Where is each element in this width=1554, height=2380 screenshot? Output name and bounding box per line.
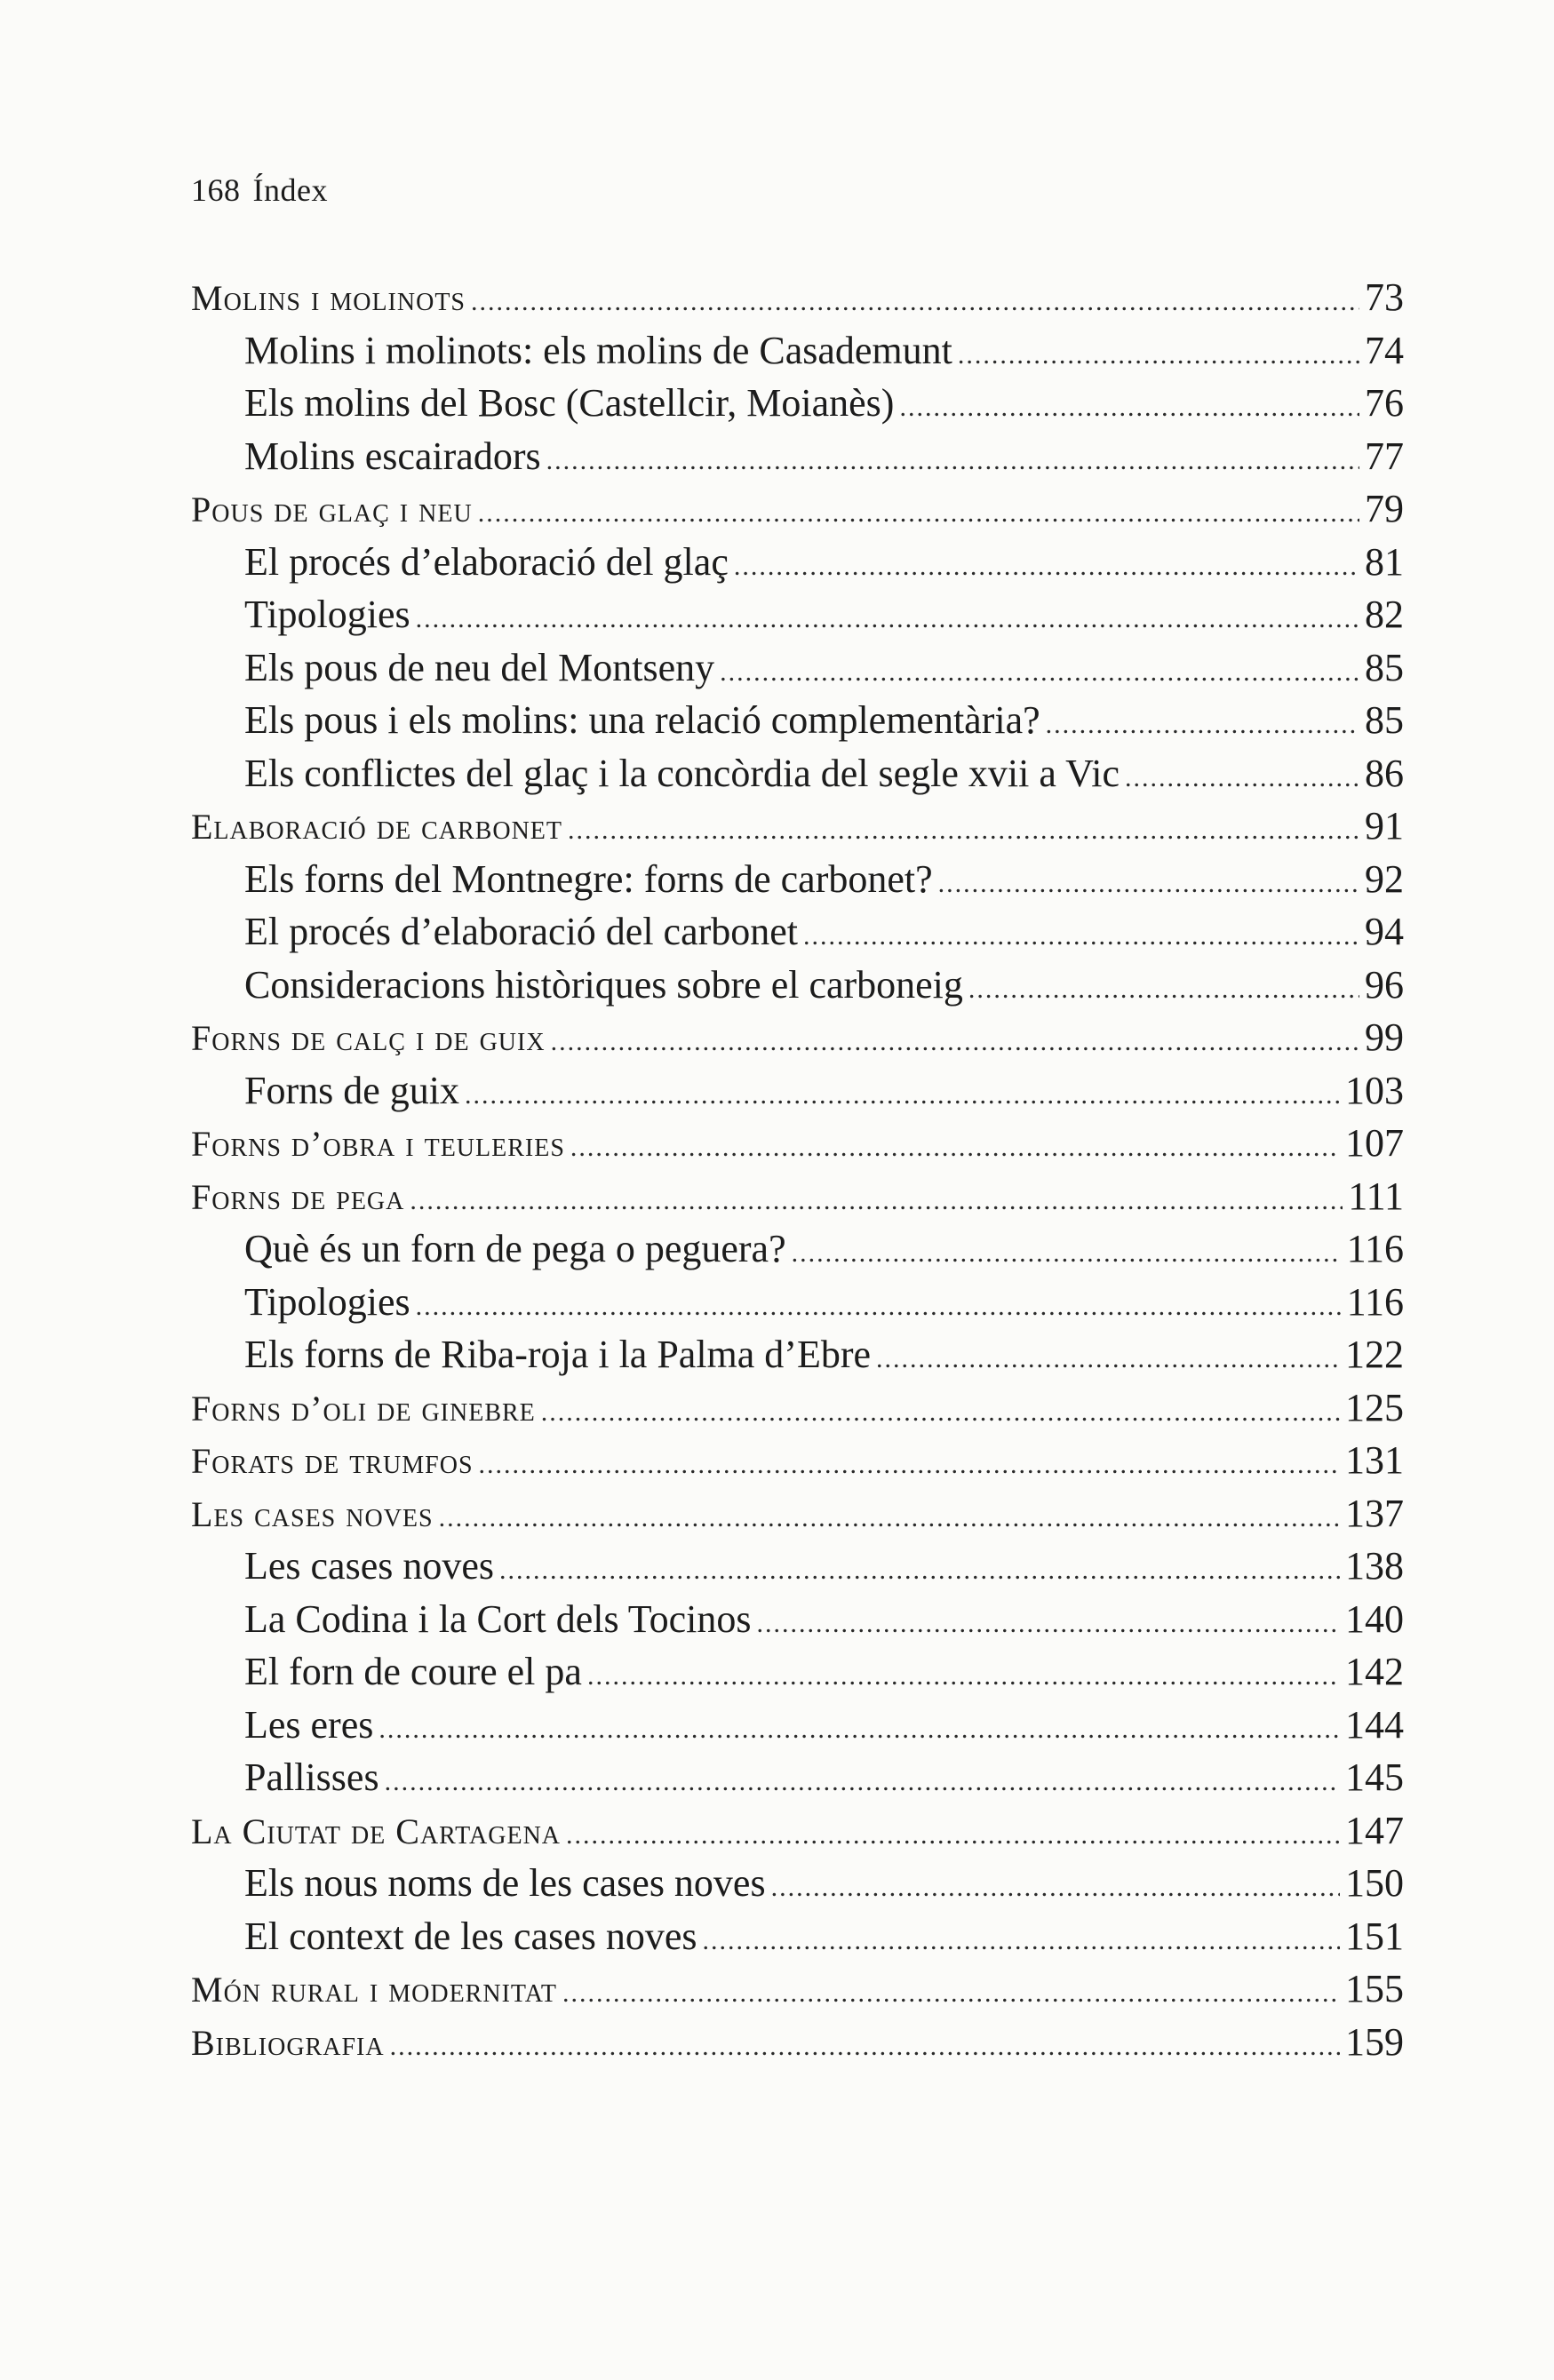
entry-page-number: 85 [1365, 698, 1404, 742]
toc-section-entry [191, 1857, 1404, 1910]
dot-leader [385, 1755, 1340, 1809]
entry-page-number: 96 [1365, 962, 1404, 1007]
entry-title: Els molins del Bosc (Castellcir, Moianès) [244, 381, 895, 425]
dot-leader [551, 1015, 1359, 1069]
entry-page-number: 150 [1345, 1861, 1404, 1905]
dot-leader [566, 1809, 1340, 1862]
dot-leader [379, 1703, 1340, 1756]
dot-leader [570, 1121, 1340, 1174]
entry-title: Els conflictes del glaç i la concòrdia del segle xvii a Vic [244, 751, 1120, 795]
entry-title: Forns d’obra i teuleries [191, 1124, 565, 1164]
toc-section-entry [191, 1910, 1404, 1963]
dot-leader [792, 1227, 1342, 1280]
toc-chapter-entry [191, 2016, 1404, 2069]
entry-title: El procés d’elaboració del carbonet [244, 910, 799, 953]
entry-title: Molins escairadors [244, 434, 541, 478]
toc-section-entry [191, 1593, 1404, 1646]
entry-page-number: 151 [1345, 1914, 1404, 1958]
entry-title: El context de les cases noves [244, 1914, 697, 1958]
entry-page-number: 142 [1345, 1650, 1404, 1693]
toc-section-entry [191, 1064, 1404, 1118]
entry-title: Forns d’oli de ginebre [191, 1388, 536, 1429]
entry-title: Els forns de Riba-roja i la Palma d’Ebre [244, 1333, 872, 1376]
dot-leader [703, 1914, 1340, 1968]
entry-page-number: 81 [1365, 539, 1404, 584]
entry-title: Què és un forn de pega o peguera? [244, 1227, 786, 1270]
entry-title: Els nous noms de les cases noves [244, 1861, 766, 1905]
entry-title: Consideracions històriques sobre el carboneig [244, 962, 963, 1007]
entry-page-number: 99 [1365, 1015, 1404, 1059]
entry-page-number: 111 [1348, 1174, 1404, 1218]
entry-page-number: 79 [1365, 487, 1404, 530]
entry-page-number: 138 [1345, 1544, 1404, 1588]
dot-leader [465, 1069, 1340, 1122]
entry-page-number: 147 [1345, 1808, 1404, 1852]
entry-page-number: 76 [1365, 381, 1404, 425]
entry-page-number: 94 [1365, 910, 1404, 953]
toc-section-entry [191, 377, 1404, 430]
dot-leader [1046, 698, 1359, 752]
toc-section-entry [191, 747, 1404, 800]
entry-page-number: 131 [1345, 1438, 1404, 1482]
entry-title: Forns de calç i de guix [191, 1018, 546, 1058]
dot-leader [720, 646, 1359, 699]
entry-title: Forats de trumfos [191, 1441, 474, 1481]
entry-title: Bibliografia [191, 2022, 385, 2063]
entry-title: Les cases noves [244, 1544, 495, 1588]
entry-title: Els pous de neu del Montseny [244, 645, 715, 689]
entry-title: Pous de glaç i neu [191, 490, 473, 529]
entry-page-number: 155 [1345, 1967, 1404, 2010]
page-title: Índex [252, 172, 328, 208]
toc-section-entry [191, 536, 1404, 589]
toc-section-entry [191, 1540, 1404, 1593]
entry-title: Forns de guix [244, 1068, 459, 1112]
running-head [191, 171, 328, 209]
dot-leader [899, 381, 1359, 434]
toc-section-entry [191, 641, 1404, 695]
dot-leader [546, 434, 1359, 488]
table-of-contents [191, 271, 1404, 2068]
entry-title: Els pous i els molins: una relació complementària? [244, 698, 1040, 742]
toc-section-entry [191, 1328, 1404, 1381]
entry-page-number: 92 [1365, 856, 1404, 901]
entry-title: Les cases noves [191, 1493, 434, 1534]
page-number: 168 [191, 172, 241, 208]
entry-title: Els forns del Montnegre: forns de carbonet? [244, 856, 933, 901]
entry-page-number: 74 [1365, 328, 1404, 372]
dot-leader [803, 910, 1359, 963]
entry-title: El procés d’elaboració del glaç [244, 539, 729, 584]
entry-title: Molins i molinots: els molins de Casademunt [244, 328, 952, 372]
toc-section-entry [191, 1699, 1404, 1752]
toc-chapter-entry [191, 482, 1404, 536]
entry-page-number: 144 [1345, 1702, 1404, 1747]
dot-leader [541, 1386, 1340, 1439]
entry-title: La Ciutat de Cartagena [191, 1811, 562, 1851]
entry-page-number: 107 [1345, 1121, 1404, 1165]
dot-leader [1125, 752, 1359, 805]
entry-title: Tipologies [244, 593, 410, 636]
toc-section-entry [191, 430, 1404, 483]
entry-page-number: 122 [1345, 1333, 1404, 1376]
dot-leader [771, 1861, 1340, 1914]
entry-page-number: 82 [1365, 593, 1404, 636]
entry-title: La Codina i la Cort dels Tocinos [244, 1596, 752, 1641]
toc-section-entry [191, 1751, 1404, 1804]
entry-page-number: 86 [1365, 751, 1404, 795]
dot-leader [734, 540, 1359, 593]
toc-section-entry [191, 324, 1404, 378]
dot-leader [479, 1438, 1340, 1492]
toc-chapter-entry [191, 1962, 1404, 2016]
entry-page-number: 103 [1345, 1068, 1404, 1112]
entry-title: Tipologies [244, 1279, 410, 1324]
entry-title: El forn de coure el pa [244, 1650, 582, 1693]
entry-page-number: 145 [1345, 1755, 1404, 1799]
dot-leader [938, 857, 1359, 911]
dot-leader [410, 1174, 1343, 1228]
toc-section-entry [191, 959, 1404, 1012]
entry-page-number: 137 [1345, 1491, 1404, 1535]
dot-leader [562, 1967, 1340, 2020]
entry-page-number: 116 [1346, 1279, 1404, 1324]
toc-chapter-entry [191, 1804, 1404, 1858]
dot-leader [471, 275, 1359, 329]
entry-title: Pallisses [244, 1755, 379, 1799]
toc-chapter-entry [191, 1434, 1404, 1487]
toc-section-entry [191, 853, 1404, 906]
toc-chapter-entry [191, 1117, 1404, 1170]
toc-chapter-entry [191, 1487, 1404, 1540]
toc-section-entry [191, 905, 1404, 959]
toc-chapter-entry [191, 1170, 1404, 1223]
toc-section-entry [191, 1645, 1404, 1699]
dot-leader [390, 2020, 1340, 2074]
dot-leader [587, 1650, 1340, 1703]
toc-chapter-entry [191, 800, 1404, 853]
dot-leader [568, 804, 1359, 857]
entry-page-number: 73 [1365, 275, 1404, 319]
toc-section-entry [191, 1222, 1404, 1276]
entry-page-number: 125 [1345, 1385, 1404, 1429]
entry-title: Molins i molinots [191, 278, 466, 318]
toc-chapter-entry [191, 1011, 1404, 1064]
toc-chapter-entry [191, 1381, 1404, 1435]
entry-title: Les eres [244, 1702, 374, 1747]
entry-title: Elaboració de carbonet [191, 807, 562, 847]
dot-leader [416, 1280, 1342, 1333]
toc-chapter-entry [191, 271, 1404, 324]
dot-leader [439, 1492, 1340, 1545]
dot-leader [958, 329, 1359, 382]
entry-page-number: 91 [1365, 804, 1404, 848]
entry-title: Forns de pega [191, 1176, 405, 1217]
dot-leader [968, 963, 1359, 1016]
dot-leader [478, 487, 1359, 540]
toc-section-entry [191, 588, 1404, 641]
toc-section-entry [191, 694, 1404, 747]
entry-title: Món rural i modernitat [191, 1970, 557, 2010]
entry-page-number: 77 [1365, 434, 1404, 478]
entry-page-number: 85 [1365, 645, 1404, 689]
dot-leader [876, 1333, 1340, 1386]
entry-page-number: 116 [1346, 1227, 1404, 1270]
dot-leader [756, 1597, 1340, 1651]
toc-section-entry [191, 1276, 1404, 1329]
entry-page-number: 159 [1345, 2019, 1404, 2064]
dot-leader [416, 593, 1359, 646]
entry-page-number: 140 [1345, 1596, 1404, 1641]
dot-leader [499, 1544, 1340, 1597]
